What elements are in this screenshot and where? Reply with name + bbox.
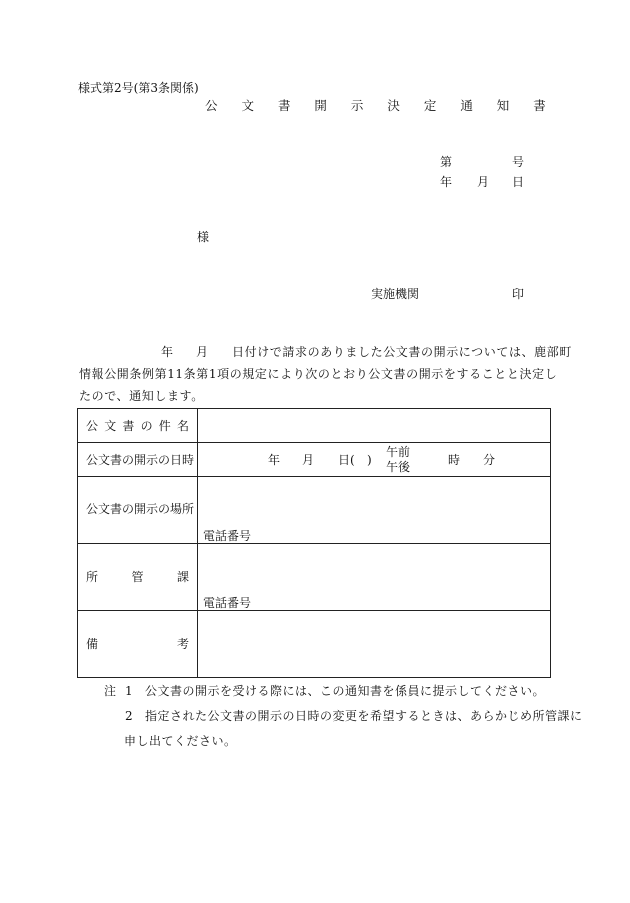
dt-day: 日( [338,453,355,467]
disclosure-table [77,408,551,678]
addressee-suffix: 様 [197,230,210,244]
seal-mark: 印 [512,287,525,301]
value-subject[interactable] [198,409,551,443]
value-datetime[interactable] [198,443,551,477]
dt-am: 午前 [386,445,411,459]
body-line-3: たので、通知します。 [79,389,204,403]
label-remarks [78,611,198,678]
note-1-number: 1 [125,684,134,698]
table-row-remarks [78,611,551,678]
label-place-text: 公文書の開示の場所 [86,502,195,516]
body-line-1: 日付けで請求のありました公文書の開示については、鹿部町 [232,345,572,359]
date-day: 日 [512,175,525,189]
note-2-number: 2 [125,709,134,723]
document-title: 公 文 書 開 示 決 定 通 知 書 [205,98,556,113]
label-char: 文 [104,419,117,433]
label-char: 課 [176,570,189,584]
label-char: 書 [122,419,135,433]
value-remarks[interactable] [198,611,551,678]
dt-year: 年 [268,453,281,467]
date-month: 月 [477,175,490,189]
value-place[interactable] [198,477,551,544]
label-char: 件 [158,419,171,433]
table-row-place [78,477,551,544]
value-department[interactable] [198,544,551,611]
label-char: 備 [86,637,99,651]
dt-paren-close: ) [367,453,372,467]
note-1-text: 公文書の開示を受ける際には、この通知書を係員に提示してください。 [145,684,546,698]
body-month: 月 [196,345,209,359]
note-2-continuation: 申し出てください。 [124,734,237,748]
number-suffix: 号 [512,155,525,169]
label-char: 考 [176,637,189,651]
label-department [78,544,198,611]
note-prefix: 注 [104,684,117,698]
issuer-label: 実施機関 [371,287,420,301]
dt-hour: 時 [448,453,461,467]
table-row-department [78,544,551,611]
date-year: 年 [440,175,453,189]
label-char: 所 [86,570,99,584]
body-line-2: 情報公開条例第11条第1項の規定により次のとおり公文書の開示をすることと決定し [79,367,558,381]
label-subject [78,409,198,443]
form-number: 様式第2号(第3条関係) [78,81,199,95]
label-char: 公 [86,419,99,433]
dt-minute: 分 [483,453,496,467]
label-char: 管 [131,570,144,584]
label-char: の [140,419,153,433]
number-prefix: 第 [440,155,453,169]
note-2-text: 指定された公文書の開示の日時の変更を希望するときは、あらかじめ所管課に [145,709,583,723]
table-row-datetime [78,443,551,477]
label-place [78,477,198,544]
dt-month: 月 [302,453,315,467]
body-year: 年 [161,345,174,359]
table-row-subject [78,409,551,443]
place-phone-label: 電話番号 [203,529,252,543]
label-datetime-text: 公文書の開示の日時 [86,453,195,467]
department-phone-label: 電話番号 [203,596,252,610]
label-datetime [78,443,198,477]
label-char: 名 [176,419,189,433]
dt-pm: 午後 [386,460,411,474]
